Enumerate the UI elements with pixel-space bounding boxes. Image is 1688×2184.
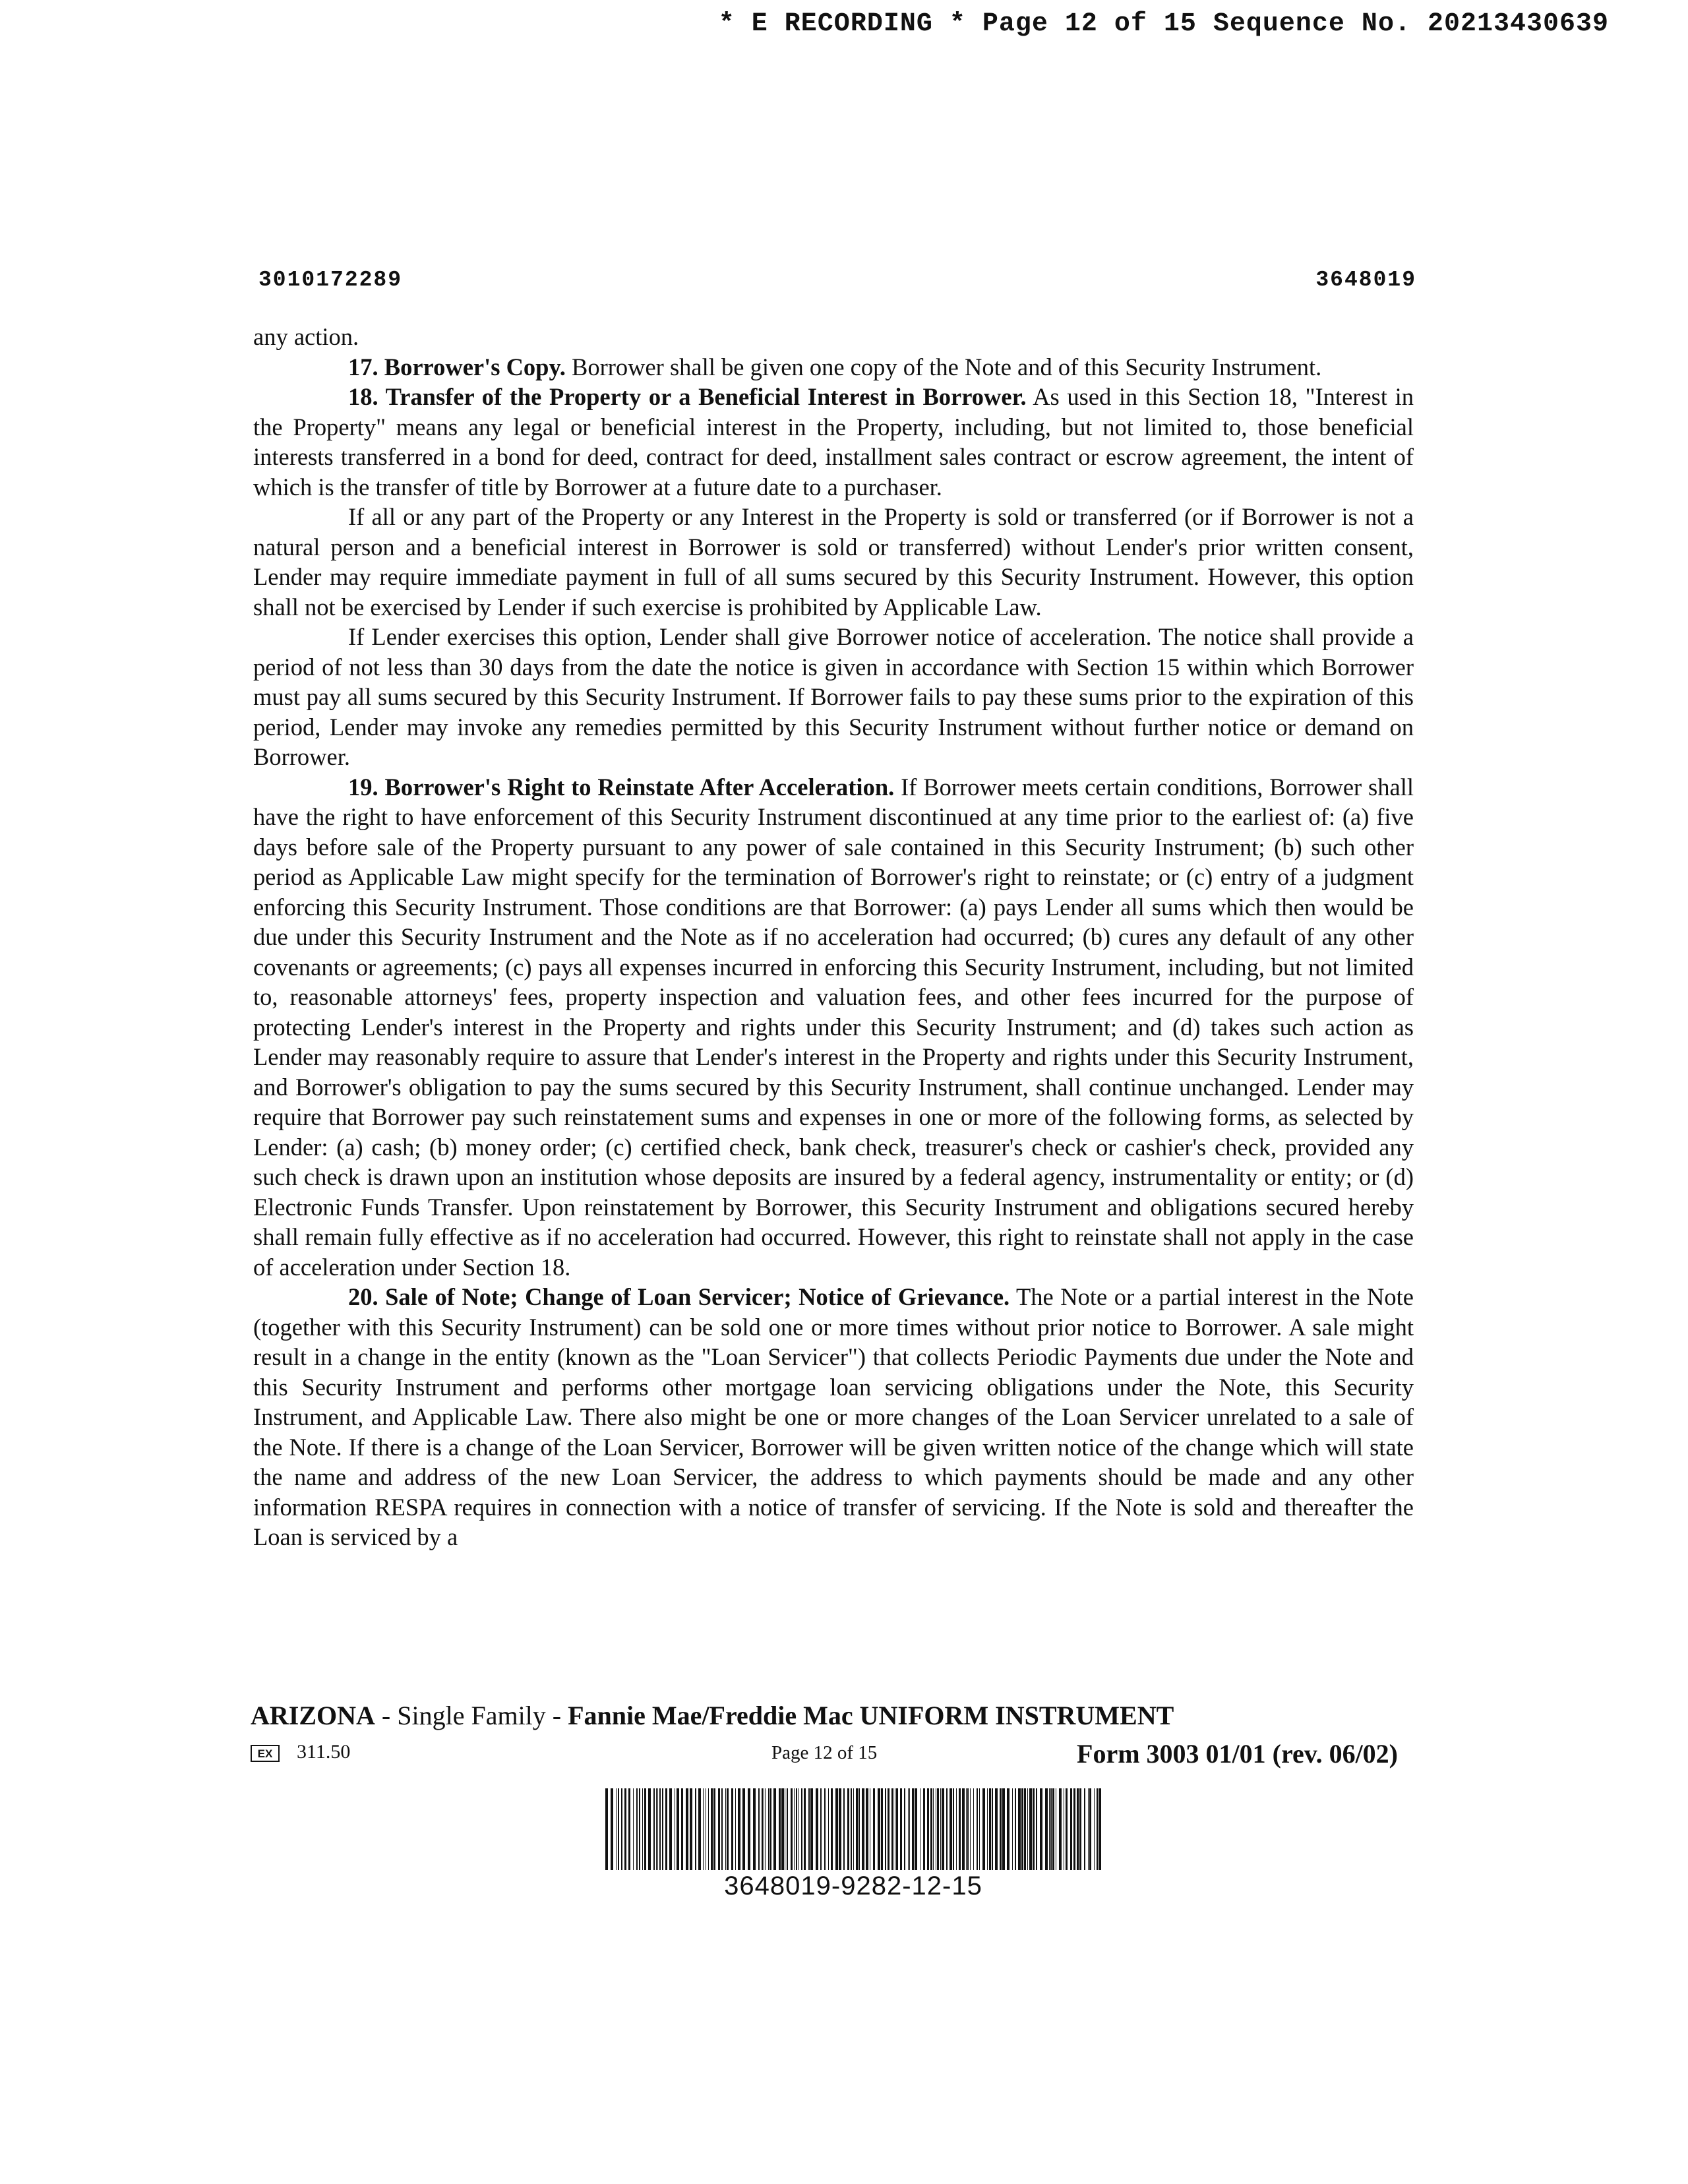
section-18-paragraph-2: If all or any part of the Property or any Interest in the Property is sold or transferred (or if Borrower is not a natural person and a beneficial interest in Borrower is sold or transferred) without Lender's prior written consent, Lender may require immediate payment in full of all sums secured by this Security Instrument. However, this option shall not be exercised by Lender if such exercise is prohibited by Applicable Law. — [253, 503, 1414, 621]
footer-instrument-line — [251, 1700, 1174, 1731]
form-id: Form 3003 01/01 (rev. 06/02) — [1077, 1739, 1398, 1769]
footer-instrument: Fannie Mae/Freddie Mac UNIFORM INSTRUMENT — [568, 1701, 1174, 1730]
section-17-text: Borrower shall be given one copy of the Note and of this Security Instrument. — [571, 353, 1322, 380]
recording-header: * E RECORDING * Page 12 of 15 Sequence No. 20213430639 — [718, 9, 1609, 39]
section-18-paragraph-3: If Lender exercises this option, Lender shall give Borrower notice of acceleration. The notice shall provide a period of not less than 30 days from the date the notice is given in accordance with Section 15 within which Borrower must pay all sums secured by this Security Instrument. If Borrower fails to pay these sums prior to the expiration of this period, Lender may invoke any remedies permitted by this Security Instrument without further notice or demand on Borrower. — [253, 623, 1414, 770]
section-19 — [253, 772, 1414, 1283]
footer-separator: - Single Family - — [375, 1701, 568, 1730]
section-20-text: The Note or a partial interest in the Note (together with this Security Instrument) can be sold one or more times without prior notice to Borrower. A sale might result in a change in the entity (known as the "Loan Servicer") that collects Periodic Payments due under the Note and this Security Instrument and performs other mortgage loan servicing obligations under the Note, this Security Instrument, and Applicable Law. There also might be one or more changes of the Loan Servicer unrelated to a sale of the Note. If there is a change of the Loan Servicer, Borrower will be given written notice of the change which will state the name and address of the new Loan Servicer, the address to which payments should be made and any other information RESPA requires in connection with a notice of transfer of servicing. If the Note is sold and thereafter the Loan is serviced by a — [253, 1283, 1414, 1550]
form-logo-icon — [251, 1745, 280, 1762]
loan-number: 3010172289 — [258, 268, 403, 292]
section-18-heading: 18. Transfer of the Property or a Beneficial Interest in Borrower. — [348, 383, 1027, 410]
section-17-heading: 17. Borrower's Copy. — [348, 353, 566, 380]
section-18-text: As used in this Section 18, "Interest in the Property" means any legal or beneficial interest in the Property, including, but not limited to, those beneficial interests transferred in a bond for deed, contract for deed, installment sales contract or escrow agreement, the intent of which is the transfer of title by Borrower at a future date to a purchaser. — [253, 383, 1414, 501]
document-body — [253, 322, 1414, 1552]
document-number: 3648019 — [1315, 268, 1416, 292]
section-20-heading: 20. Sale of Note; Change of Loan Servicer; Notice of Grievance. — [348, 1283, 1010, 1310]
form-code: 311.50 — [297, 1741, 351, 1763]
paragraph-continuation: any action. — [253, 323, 359, 350]
section-19-text: If Borrower meets certain conditions, Borrower shall have the right to have enforcement of this Security Instrument discontinued at any time prior to the earliest of: (a) five days before sale of the Property pursuant to any power of sale contained in this Security Instrument; (b) such other period as Applicable Law might specify for the termination of Borrower's right to reinstate; or (c) entry of a judgment enforcing this Security Instrument. Those conditions are that Borrower: (a) pays Lender all sums which then would be due under this Security Instrument and the Note as if no acceleration had occurred; (b) cures any default of any other covenants or agreements; (c) pays all expenses incurred in enforcing this Security Instrument, including, but not limited to, reasonable attorneys' fees, property inspection and valuation fees, and other fees incurred for the purpose of protecting Lender's interest in the Property and rights under this Security Instrument; and (d) takes such action as Lender may reasonably require to assure that Lender's interest in the Property and rights under this Security Instrument, and Borrower's obligation to pay the sums secured by this Security Instrument, shall continue unchanged. Lender may require that Borrower pay such reinstatement sums and expenses in one or more of the following forms, as selected by Lender: (a) cash; (b) money order; (c) certified check, bank check, treasurer's check or cashier's check, provided any such check is drawn upon an institution whose deposits are insured by a federal agency, instrumentality or entity; or (d) Electronic Funds Transfer. Upon reinstatement by Borrower, this Security Instrument and obligations secured hereby shall remain fully effective as if no acceleration had occurred. However, this right to reinstate shall not apply in the case of acceleration under Section 18. — [253, 773, 1414, 1281]
footer-form-line — [251, 1738, 1411, 1771]
barcode-text: 3648019-9282-12-15 — [724, 1871, 982, 1900]
section-19-heading: 19. Borrower's Right to Reinstate After Acceleration. — [348, 773, 895, 801]
form-logo-text: EX — [257, 1747, 273, 1760]
page-number: Page 12 of 15 — [771, 1742, 878, 1763]
section-17 — [253, 352, 1414, 382]
section-20 — [253, 1282, 1414, 1552]
barcode-image — [605, 1788, 1101, 1870]
footer-state: ARIZONA — [251, 1701, 375, 1730]
section-18 — [253, 382, 1414, 502]
